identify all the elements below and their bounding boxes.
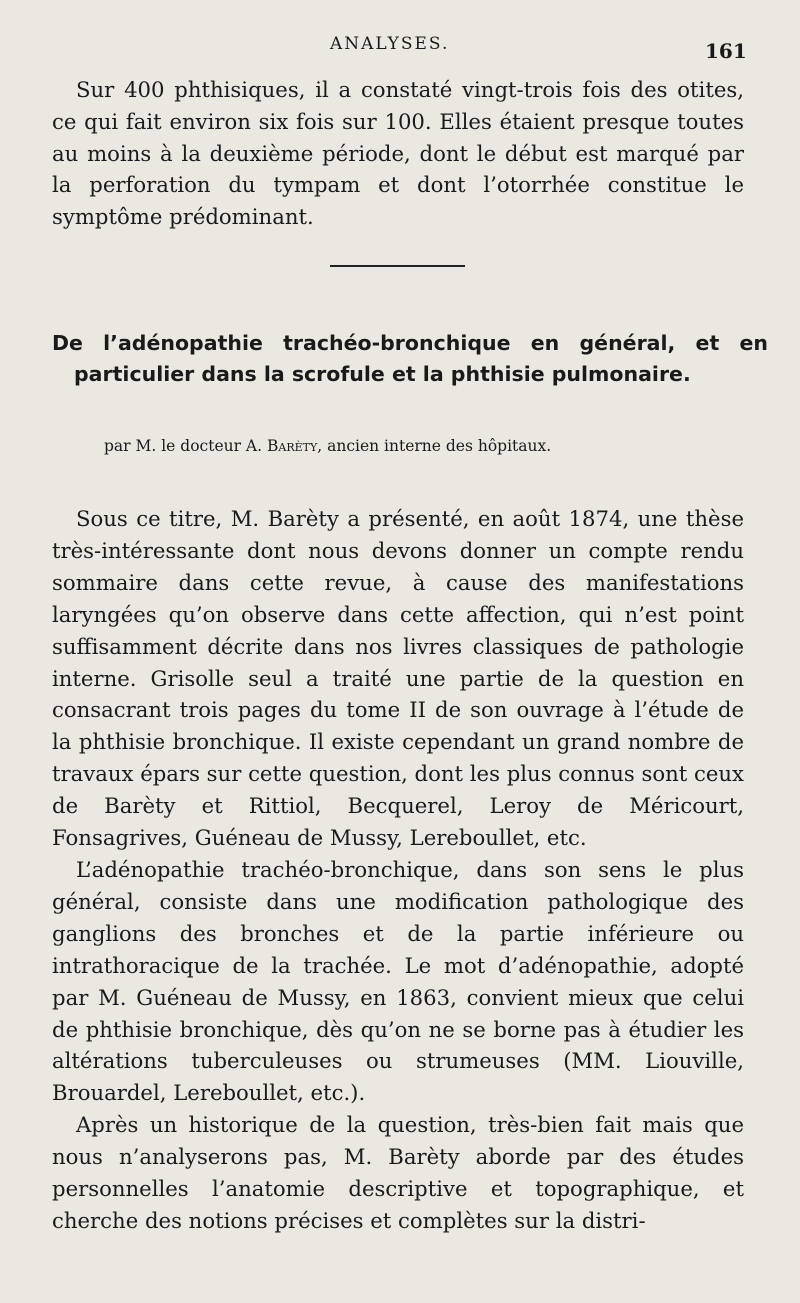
article-body [52,503,744,1237]
body-paragraph-3: Après un historique de la question, très-bien fait mais que nous n’analyserons pas, M. Barèty aborde par des études personnelles l’anatomie descriptive et topographique, et cherche des notions précises et complètes sur la distri- [52,1112,744,1233]
running-title: ANALYSES. [330,34,450,54]
article-byline [104,437,744,455]
body-paragraph-1: Sous ce titre, M. Barèty a présenté, en août 1874, une thèse très-intéressante dont nous devons donner un compte rendu sommaire dans cette revue, à cause des manifestations laryngées qu’on observe dans cette affection, qui n’est point suffisamment décrite dans nos livres classiques de pathologie interne. Grisolle seul a traité une partie de la question en consacrant trois pages du tome II de son ouvrage à l’étude de la phthisie bronchique. Il existe cependant un grand nombre de travaux épars sur cette question, dont les plus connus sont ceux de Barèty et Rittiol, Becquerel, Leroy de Méricourt, Fonsagrives, Guéneau de Mussy, Lereboullet, etc. [52,506,744,851]
running-head [0,30,800,63]
body-paragraph-2: L’adénopathie trachéo-bronchique, dans son sens le plus général, consiste dans une modification pathologique des ganglions des bronches et de la partie inférieure ou intrathoracique de la trachée. Le mot d’adénopathie, adopté par M. Guéneau de Mussy, en 1863, convient mieux que celui de phthisie bronchique, dès qu’on ne se borne pas à étudier les altérations tuberculeuses ou strumeuses (MM. Liouville, Brouardel, Lereboullet, etc.). [52,856,744,1106]
article-title: De l’adénopathie trachéo-bronchique en général, et en particulier dans la scrofule et la phthisie pulmonaire. [52,331,768,386]
intro-paragraph: Sur 400 phthisiques, il a constaté vingt-trois fois des otites, ce qui fait environ six fois sur 100. Elles étaient presque toutes au moins à la deuxième période, dont le début est marqué par la perforation du tympam et dont l’otorrhée constitue le symptôme prédominant. [52,77,744,230]
byline-prefix: par M. le docteur A. [104,437,267,455]
section-divider [330,265,465,267]
page-number: 161 [705,39,747,63]
byline-author: Barèty [267,437,318,455]
byline-suffix: , ancien interne des hôpitaux. [317,437,552,455]
